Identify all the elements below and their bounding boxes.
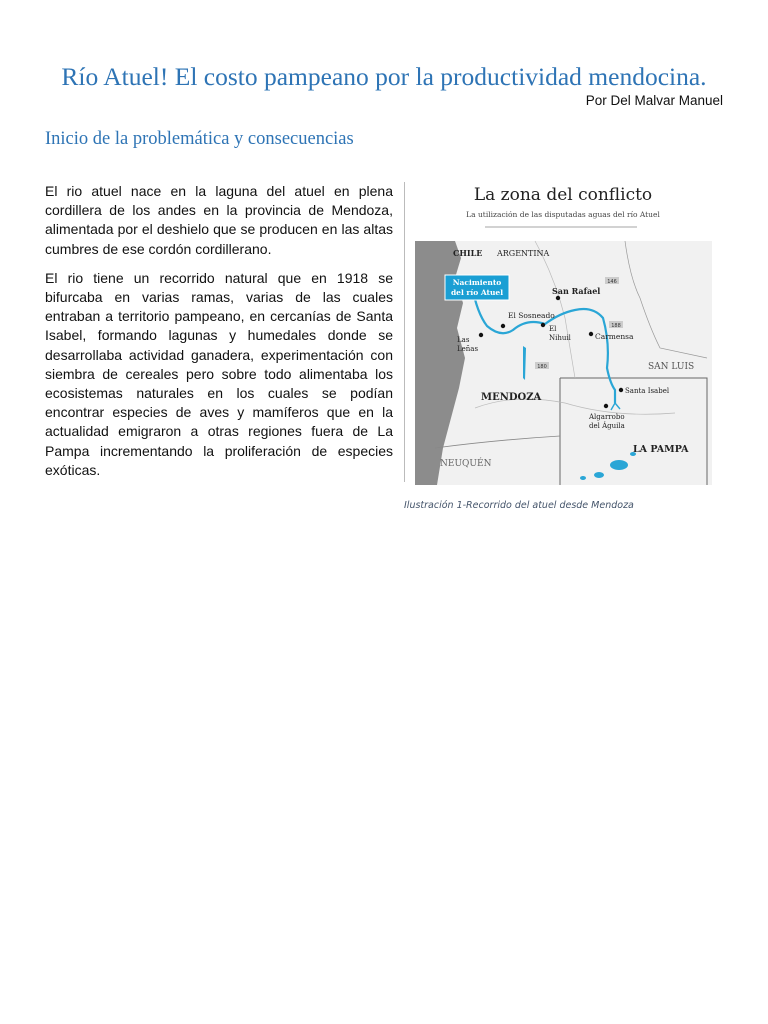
column-divider (404, 182, 405, 482)
figure-caption: Ilustración 1-Recorrido del atuel desde Mendoza (404, 500, 634, 511)
map-svg (415, 178, 712, 485)
city-dot-el-nihuil (541, 323, 545, 327)
paragraph-1: El rio atuel nace en la laguna del atuel en plena cordillera de los andes en la provincia de Mendoza, alimentada por el deshielo que se producen en las altas cumbres de ese cordón cordillerano. (45, 183, 393, 257)
lagoon (580, 476, 586, 480)
map-figure (415, 178, 712, 485)
label-santa-isabel: Santa Isabel (625, 387, 670, 395)
label-neuquen: NEUQUÉN (440, 459, 492, 469)
label-el-nihuil: Nihuil (549, 334, 571, 342)
route-badge-label: 146 (607, 279, 617, 285)
city-dot-santa-isabel (619, 388, 623, 392)
callout-line-2: del río Atuel (450, 288, 504, 297)
label-las-lenas: Las (457, 336, 470, 344)
section-heading: Inicio de la problemática y consecuencias (45, 129, 354, 149)
route-badge-label: 180 (537, 364, 547, 370)
callout-line-1: Nacimiento (452, 278, 502, 287)
lagoon (594, 472, 604, 478)
city-dot-san-rafael (556, 296, 560, 300)
label-carmensa: Carmensa (595, 332, 634, 341)
city-dot-carmensa (589, 332, 593, 336)
city-dot-algarrobo (604, 404, 608, 408)
label-el-nihuil: El (549, 325, 557, 333)
label-las-lenas: Leñas (457, 345, 479, 353)
city-dot-las-lenas (479, 333, 483, 337)
paragraph-2: El rio tiene un recorrido natural que en 1918 se bifurcaba en varias ramas, varias de las cuales entraban a territorio pampeano, en cercanías de Santa Isabel, formando lagunas y humedales donde se desarrollaba actividad ganadera, experimentación con siembra de cereales pero sobre todo alimentaba los ecosistemas naturales en los cuales se podían encontrar especies de aves y mamíferos que en la actualidad emigraron a otras regiones fuera de La Pampa incrementando la proliferación de especies exóticas. (45, 269, 393, 478)
label-algarrobo: Algarrobo (589, 413, 625, 421)
city-dot-el-sosneado (501, 324, 505, 328)
map-title: La zona del conflicto (473, 185, 653, 205)
lagoon (610, 460, 628, 470)
author-line: Por Del Malvar Manuel (585, 93, 723, 108)
label-mendoza: MENDOZA (481, 392, 542, 403)
label-chile: CHILE (453, 248, 483, 258)
label-san-rafael: San Rafael (552, 286, 601, 296)
document-title: Río Atuel! El costo pampeano por la productividad mendocina. (61, 62, 707, 91)
label-san-luis: SAN LUIS (648, 362, 695, 372)
map-subtitle: La utilización de las disputadas aguas del río Atuel (466, 210, 660, 219)
label-la-pampa: LA PAMPA (633, 444, 689, 455)
label-algarrobo: del Águila (589, 422, 625, 430)
label-el-sosneado: El Sosneado (508, 311, 555, 320)
label-argentina: ARGENTINA (497, 249, 550, 258)
body-text (45, 182, 393, 490)
route-badge-label: 188 (611, 323, 621, 329)
